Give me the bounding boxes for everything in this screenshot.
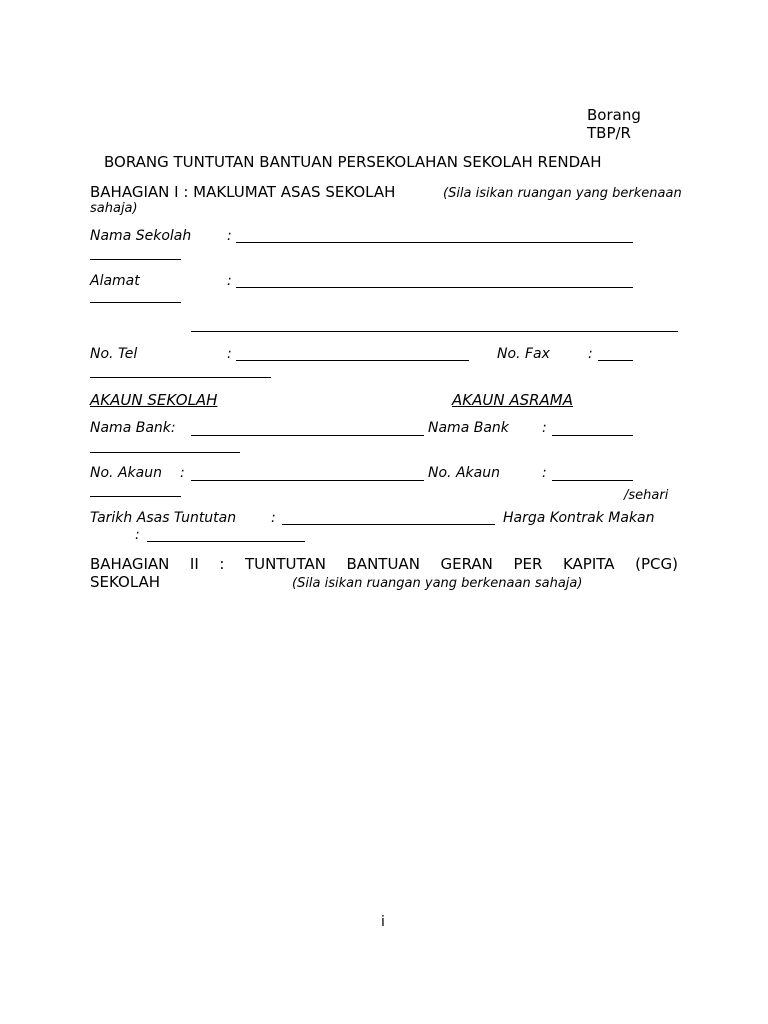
nama-sekolah-label: Nama Sekolah xyxy=(90,228,192,244)
section2-word: GERAN xyxy=(440,555,493,573)
sehari-unit: /sehari xyxy=(624,488,669,503)
no-akaun-hostel-label: No. Akaun xyxy=(428,465,500,481)
nama-bank-hostel-label: Nama Bank xyxy=(428,420,509,436)
harga-kontrak-field[interactable] xyxy=(147,541,305,542)
akaun-sekolah-heading: AKAUN SEKOLAH xyxy=(90,391,218,409)
colon: : xyxy=(227,346,232,362)
section2-note: (Sila isikan ruangan yang berkenaan sahaja) xyxy=(292,576,583,591)
no-fax-field-cont[interactable] xyxy=(90,377,271,378)
harga-kontrak-label: Harga Kontrak Makan xyxy=(503,510,655,526)
no-tel-field[interactable] xyxy=(236,360,469,361)
nama-bank-school-label: Nama Bank: xyxy=(90,420,176,436)
nama-sekolah-field-cont[interactable] xyxy=(90,259,181,260)
section1-note: (Sila isikan ruangan yang berkenaan xyxy=(443,186,682,201)
alamat-label: Alamat xyxy=(90,273,140,289)
form-title: BORANG TUNTUTAN BANTUAN PERSEKOLAHAN SEKOLAH RENDAH xyxy=(104,153,602,171)
section2-word: II xyxy=(189,555,199,573)
section2-word: (PCG) xyxy=(635,555,678,573)
tarikh-asas-field[interactable] xyxy=(282,524,495,525)
page-number: i xyxy=(381,914,385,930)
nama-bank-school-field[interactable] xyxy=(191,435,424,436)
colon: : xyxy=(542,465,547,481)
nama-sekolah-field[interactable] xyxy=(236,242,633,243)
form-code-line1: Borang xyxy=(587,106,641,124)
colon: : xyxy=(588,346,593,362)
akaun-asrama-heading: AKAUN ASRAMA xyxy=(452,391,573,409)
no-akaun-school-field[interactable] xyxy=(191,480,424,481)
colon: : xyxy=(227,273,232,289)
colon: : xyxy=(135,527,140,543)
no-fax-label: No. Fax xyxy=(497,346,550,362)
colon: : xyxy=(227,228,232,244)
no-akaun-hostel-field-cont[interactable] xyxy=(90,496,181,497)
section2-word: : xyxy=(219,555,225,573)
nama-bank-hostel-field[interactable] xyxy=(552,435,633,436)
alamat-field-line2[interactable] xyxy=(191,331,678,332)
form-code-line2: TBP/R xyxy=(587,124,631,142)
section2-word: BANTUAN xyxy=(346,555,420,573)
no-akaun-school-label: No. Akaun xyxy=(90,465,162,481)
no-akaun-hostel-field[interactable] xyxy=(552,480,633,481)
section2-heading xyxy=(90,555,678,573)
tarikh-asas-label: Tarikh Asas Tuntutan xyxy=(90,510,237,526)
section2-word: BAHAGIAN xyxy=(90,555,170,573)
section2-heading-cont: SEKOLAH xyxy=(90,573,161,591)
nama-bank-hostel-field-cont[interactable] xyxy=(90,452,240,453)
alamat-field[interactable] xyxy=(236,287,633,288)
alamat-field-cont[interactable] xyxy=(90,302,181,303)
section2-word: TUNTUTAN xyxy=(244,555,326,573)
colon: : xyxy=(180,465,185,481)
section2-word: KAPITA xyxy=(562,555,615,573)
section1-note-cont: sahaja) xyxy=(90,201,138,216)
section1-heading: BAHAGIAN I : MAKLUMAT ASAS SEKOLAH xyxy=(90,183,396,201)
no-fax-field[interactable] xyxy=(598,360,633,361)
colon: : xyxy=(271,510,276,526)
colon: : xyxy=(542,420,547,436)
no-tel-label: No. Tel xyxy=(90,346,138,362)
section2-word: PER xyxy=(513,555,543,573)
